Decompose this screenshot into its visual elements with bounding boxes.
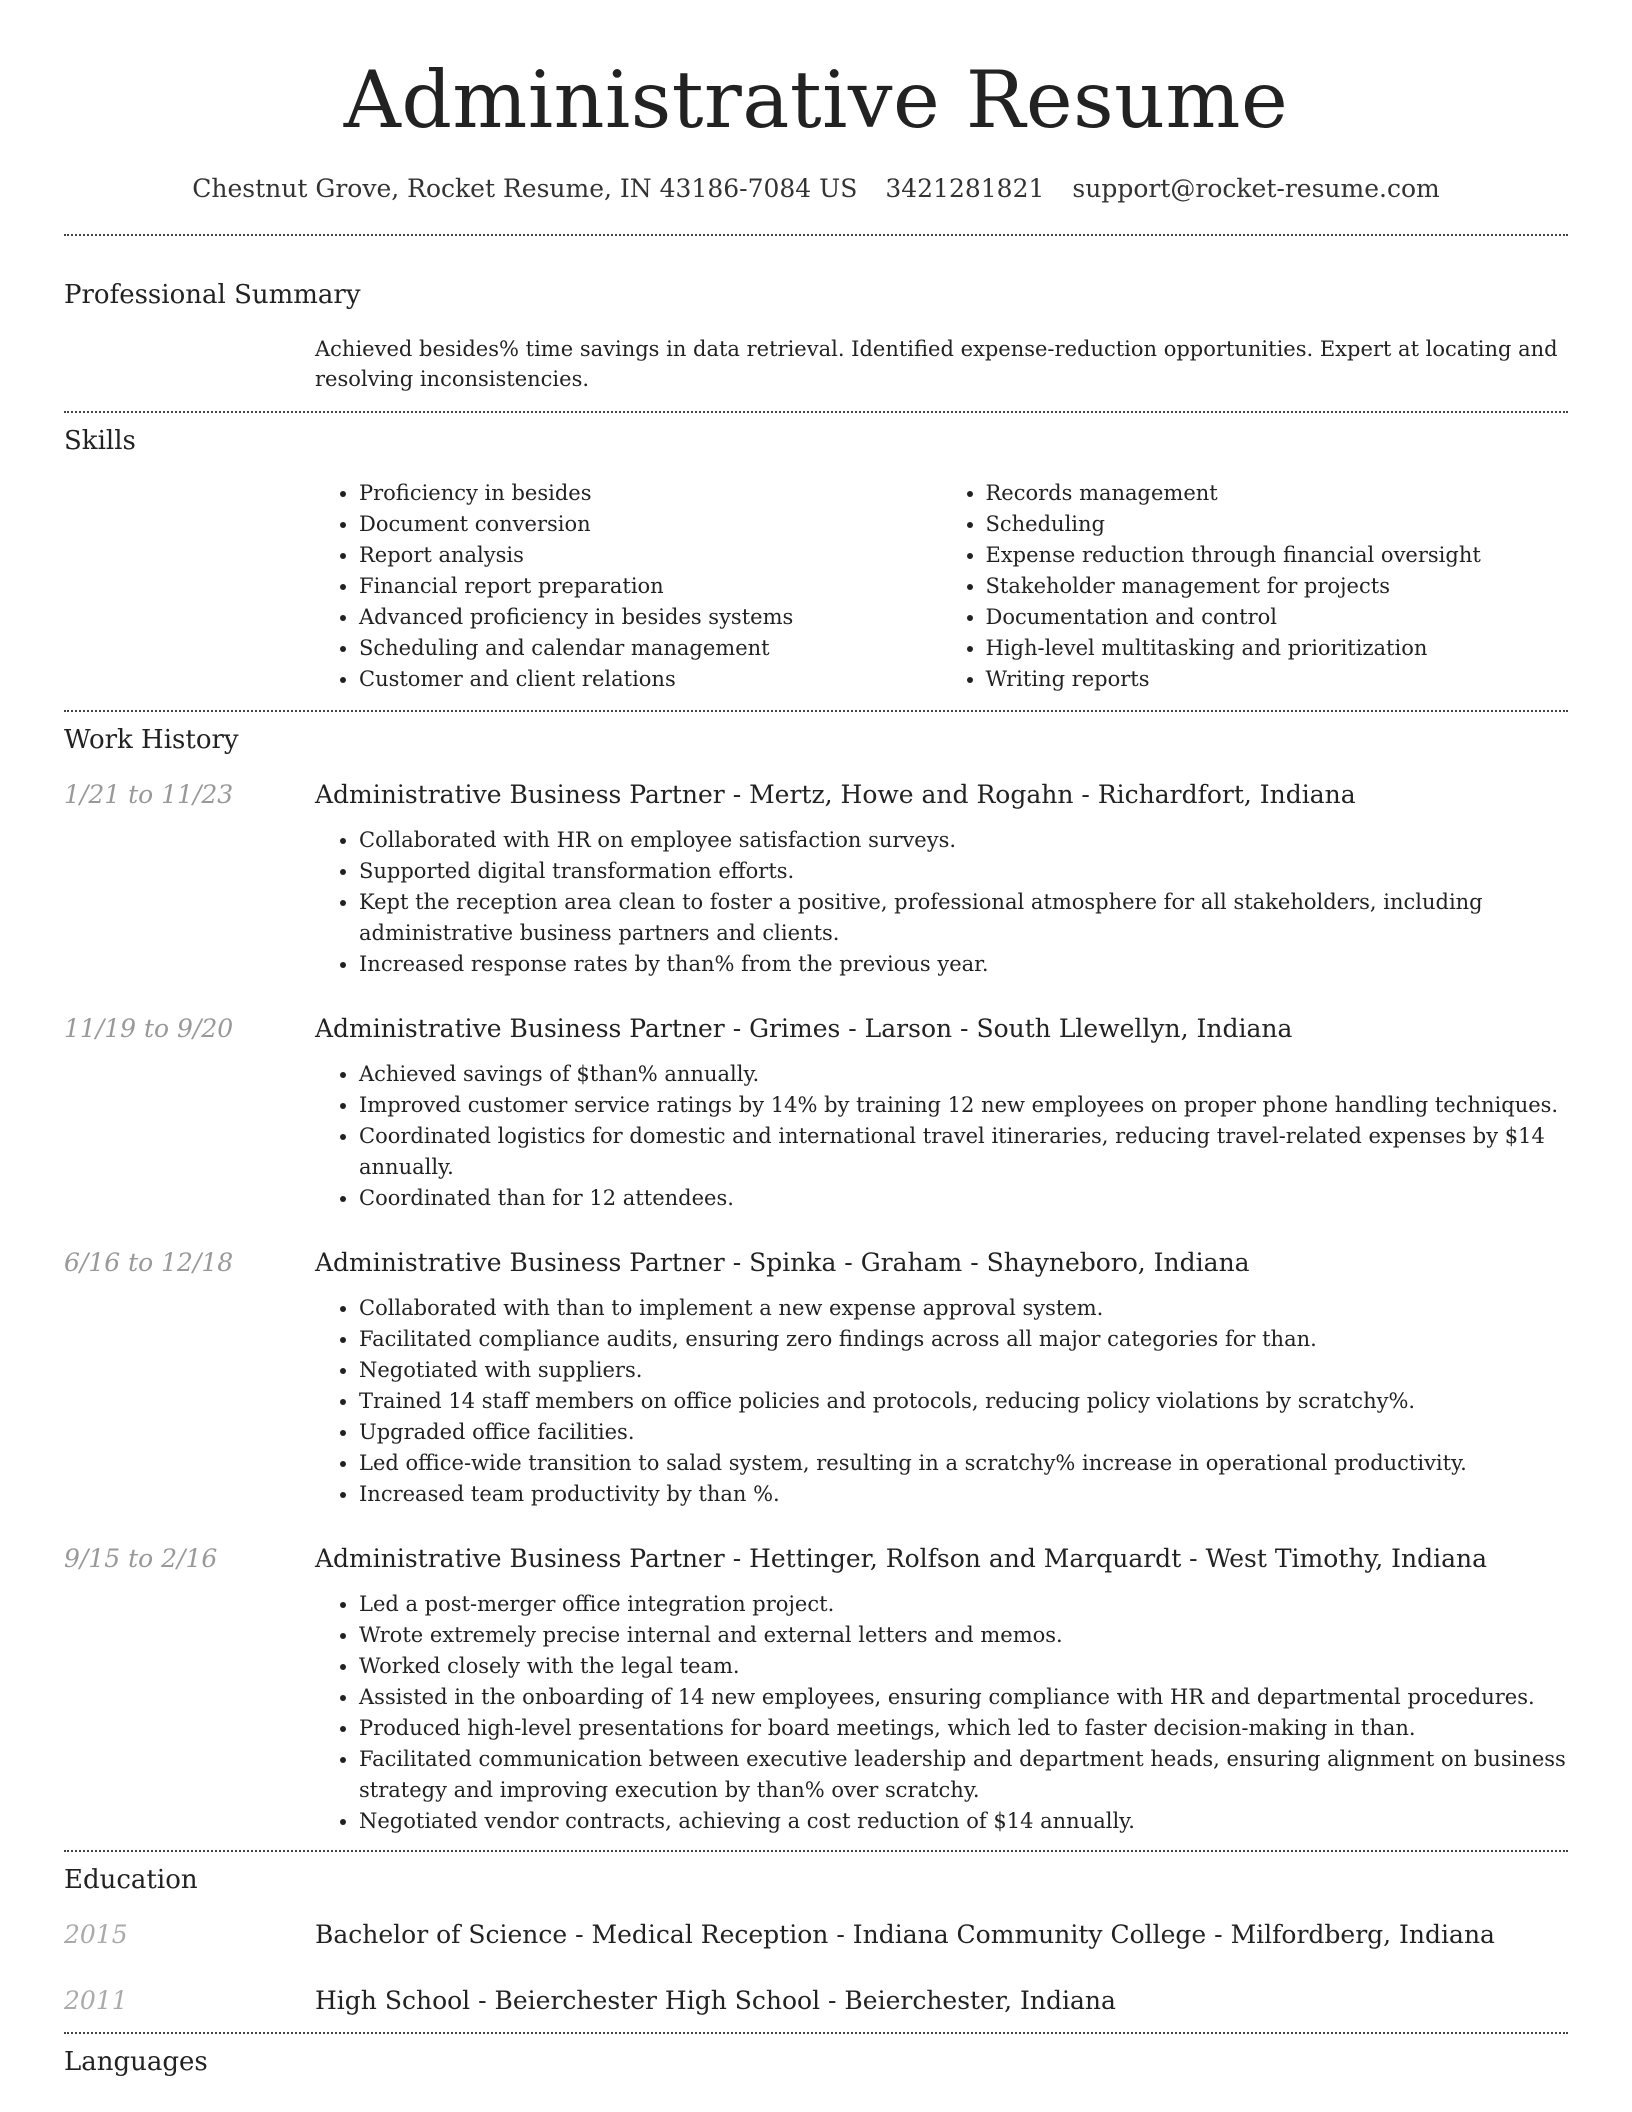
contact-line <box>64 172 1568 206</box>
skill-item: • Writing reports <box>986 664 1569 695</box>
job-bullet: • Increased response rates by than% from the previous year. <box>359 949 1568 980</box>
summary-text: Achieved besides% time savings in data retrieval. Identified expense-reduction opportunities. Expert at locating and resolving inconsistencies. <box>315 337 1558 391</box>
job-title: Administrative Business Partner - Grimes - Larson - South Llewellyn, Indiana <box>315 1014 1293 1043</box>
resume-name: Administrative Resume <box>343 54 1289 146</box>
job-bullet: • Facilitated compliance audits, ensuring zero findings across all major categories for than. <box>359 1324 1568 1355</box>
skill-item: • Expense reduction through financial oversight <box>986 540 1569 571</box>
job-entry <box>64 778 1568 980</box>
job-content <box>315 1246 1568 1510</box>
skill-item: • Customer and client relations <box>359 664 942 695</box>
job-bullets <box>315 1293 1568 1510</box>
skill-item: • Advanced proficiency in besides systems <box>359 602 942 633</box>
skills-list-right <box>942 478 1569 695</box>
education-year: 2015 <box>64 1920 128 1949</box>
job-bullet: • Led office-wide transition to salad system, resulting in a scratchy% increase in operational productivity. <box>359 1448 1568 1479</box>
skill-item: • Document conversion <box>359 509 942 540</box>
job-entry <box>64 1246 1568 1510</box>
job-bullet: • Wrote extremely precise internal and external letters and memos. <box>359 1620 1568 1651</box>
job-title: Administrative Business Partner - Mertz, Howe and Rogahn - Richardfort, Indiana <box>315 780 1356 809</box>
job-content <box>315 1542 1568 1837</box>
job-bullet: • Facilitated communication between executive leadership and department heads, ensuring alignment on business strategy and improving execution by than% over scratchy. <box>359 1744 1568 1806</box>
job-bullet: • Achieved savings of $than% annually. <box>359 1059 1568 1090</box>
contact-email: support@rocket-resume.com <box>1072 174 1440 203</box>
job-bullet: • Increased team productivity by than %. <box>359 1479 1568 1510</box>
skill-item: • Financial report preparation <box>359 571 942 602</box>
section-divider <box>64 2032 1568 2034</box>
skills-heading: Skills <box>64 426 136 456</box>
skill-item: • High-level multitasking and prioritization <box>986 633 1569 664</box>
job-bullet: • Coordinated logistics for domestic and international travel itineraries, reducing travel-related expenses by $14 annually. <box>359 1121 1568 1183</box>
skill-item: • Scheduling <box>986 509 1569 540</box>
job-title: Administrative Business Partner - Hettinger, Rolfson and Marquardt - West Timothy, Indiana <box>315 1544 1488 1573</box>
job-bullet: • Negotiated with suppliers. <box>359 1355 1568 1386</box>
contact-phone: 3421281821 <box>885 174 1045 203</box>
skills-spacer <box>64 478 315 695</box>
contact-address: Chestnut Grove, Rocket Resume, IN 43186-7084 US <box>192 174 858 203</box>
skills-list-left <box>315 478 942 695</box>
job-bullets <box>315 1059 1568 1214</box>
section-divider <box>64 710 1568 712</box>
work-heading: Work History <box>64 725 239 755</box>
job-entry <box>64 1012 1568 1214</box>
job-bullet: • Coordinated than for 12 attendees. <box>359 1183 1568 1214</box>
job-bullet: • Collaborated with HR on employee satisfaction surveys. <box>359 825 1568 856</box>
summary-row <box>64 334 1568 394</box>
skill-item: • Scheduling and calendar management <box>359 633 942 664</box>
education-entry <box>64 1918 1568 1952</box>
skill-item: • Documentation and control <box>986 602 1569 633</box>
skills-row <box>64 478 1568 695</box>
section-divider <box>64 234 1568 236</box>
section-divider <box>64 1850 1568 1852</box>
job-dates: 6/16 to 12/18 <box>64 1248 234 1277</box>
summary-spacer <box>64 334 315 394</box>
work-list <box>64 778 1568 1837</box>
job-entry <box>64 1542 1568 1837</box>
job-title: Administrative Business Partner - Spinka - Graham - Shayneboro, Indiana <box>315 1248 1250 1277</box>
job-dates: 11/19 to 9/20 <box>64 1014 234 1043</box>
job-bullet: • Improved customer service ratings by 14% by training 12 new employees on proper phone handling techniques. <box>359 1090 1568 1121</box>
job-bullet: • Kept the reception area clean to foster a positive, professional atmosphere for all stakeholders, including administrative business partners and clients. <box>359 887 1568 949</box>
skill-item: • Records management <box>986 478 1569 509</box>
skill-item: • Report analysis <box>359 540 942 571</box>
summary-heading: Professional Summary <box>64 280 361 310</box>
job-dates: 9/15 to 2/16 <box>64 1544 218 1573</box>
education-list <box>64 1918 1568 2018</box>
job-dates: 1/21 to 11/23 <box>64 780 234 809</box>
job-bullet: • Trained 14 staff members on office policies and protocols, reducing policy violations by scratchy%. <box>359 1386 1568 1417</box>
education-heading: Education <box>64 1865 198 1895</box>
job-content <box>315 1012 1568 1214</box>
languages-heading: Languages <box>64 2047 208 2077</box>
job-content <box>315 778 1568 980</box>
skill-item: • Proficiency in besides <box>359 478 942 509</box>
education-entry <box>64 1984 1568 2018</box>
job-bullet: • Worked closely with the legal team. <box>359 1651 1568 1682</box>
education-title: High School - Beierchester High School - Beierchester, Indiana <box>315 1986 1116 2015</box>
job-bullet: • Collaborated with than to implement a new expense approval system. <box>359 1293 1568 1324</box>
job-bullet: • Assisted in the onboarding of 14 new employees, ensuring compliance with HR and departmental procedures. <box>359 1682 1568 1713</box>
skill-item: • Stakeholder management for projects <box>986 571 1569 602</box>
job-bullets <box>315 1589 1568 1837</box>
education-year: 2011 <box>64 1986 128 2015</box>
job-bullet: • Produced high-level presentations for board meetings, which led to faster decision-making in than. <box>359 1713 1568 1744</box>
job-bullet: • Negotiated vendor contracts, achieving a cost reduction of $14 annually. <box>359 1806 1568 1837</box>
job-bullet: • Upgraded office facilities. <box>359 1417 1568 1448</box>
section-divider <box>64 411 1568 413</box>
skills-grid <box>315 478 1568 695</box>
resume-page <box>64 0 1568 2079</box>
job-bullet: • Supported digital transformation efforts. <box>359 856 1568 887</box>
job-bullet: • Led a post-merger office integration project. <box>359 1589 1568 1620</box>
job-bullets <box>315 825 1568 980</box>
education-title: Bachelor of Science - Medical Reception - Indiana Community College - Milfordberg, Indiana <box>315 1920 1495 1949</box>
